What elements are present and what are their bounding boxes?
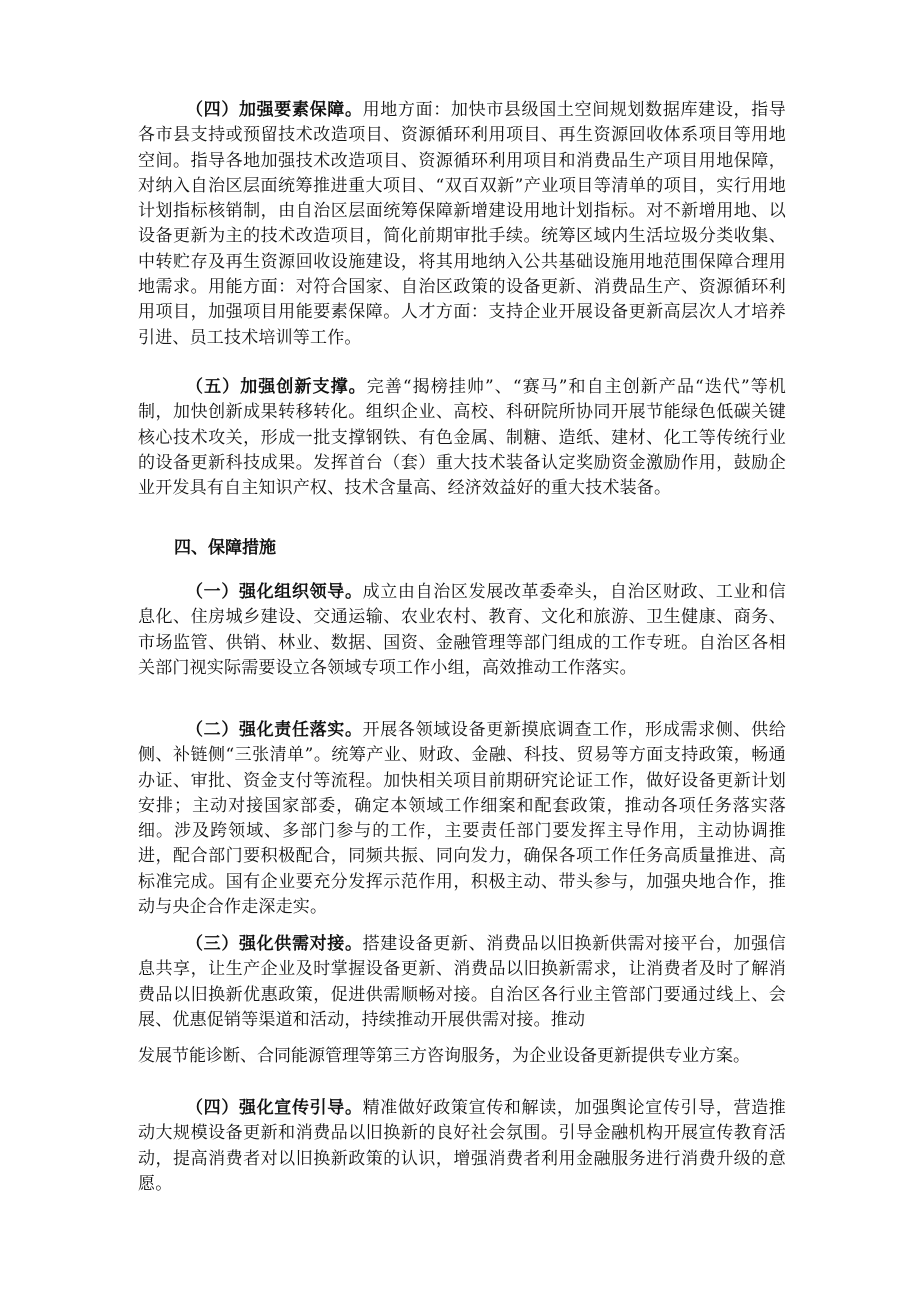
paragraph-lead: （四）加强要素保障。 [186, 100, 363, 120]
paragraph-innovation-support [138, 375, 786, 501]
paragraph-body: 成立由自治区发展改革委牵头，自治区财政、工业和信息化、住房城乡建设、交通运输、农业农村、教育、文化和旅游、卫生健康、商务、市场监管、供销、林业、数据、国资、金融管理等部门组成的工作专班。自治区各相关部门视实际需要设立各领域专项工作小组，高效推动工作落实。 [138, 582, 786, 678]
paragraph-responsibility [138, 718, 786, 920]
paragraph-organization-leadership [138, 580, 786, 681]
paragraph-body: 精准做好政策宣传和解读，加强舆论宣传引导，营造推动大规模设备更新和消费品以旧换新的良好社会氛围。引导金融机构开展宣传教育活动，提高消费者对以旧换新政策的认识，增强消费者利用金融服务进行消费升级的意愿。 [138, 1098, 786, 1194]
paragraph-lead: （二）强化责任落实。 [186, 720, 363, 740]
paragraph-lead: （三）强化供需对接。 [186, 934, 363, 954]
paragraph-lead: （四）强化宣传引导。 [186, 1098, 363, 1118]
paragraph-lead: （五）加强创新支撑。 [186, 377, 367, 397]
paragraph-publicity [138, 1096, 786, 1197]
paragraph-factor-guarantee [138, 98, 786, 351]
paragraph-lead: （一）强化组织领导。 [186, 582, 363, 602]
paragraph-body: 用地方面：加快市县级国土空间规划数据库建设，指导各市县支持或预留技术改造项目、资源循环利用项目、再生资源回收体系项目等用地空间。指导各地加强技术改造项目、资源循环利用项目和消费品生产项目用地保障，对纳入自治区层面统筹推进重大项目、“双百双新”产业项目等清单的项目，实行用地计划指标核销制，由自治区层面统筹保障新增建设用地计划指标。对不新增用地、以设备更新为主的技术改造项目，简化前期审批手续。统筹区域内生活垃圾分类收集、中转贮存及再生资源回收设施建设，将其用地纳入公共基础设施用地范围保障合理用地需求。用能方面：对符合国家、自治区政策的设备更新、消费品生产、资源循环利用项目，加强项目用能要素保障。人才方面：支持企业开展设备更新高层次人才培养引进、员工技术培训等工作。 [138, 100, 786, 348]
paragraph-body: 完善“揭榜挂帅”、“赛马”和自主创新产品“迭代”等机制，加快创新成果转移转化。组织企业、高校、科研院所协同开展节能绿色低碳关键核心技术攻关，形成一批支撑钢铁、有色金属、制糖、造纸、建材、化工等传统行业的设备更新科技成果。发挥首台（套）重大技术装备认定奖励资金激励作用，鼓励企业开发具有自主知识产权、技术含量高、经济效益好的重大技术装备。 [138, 377, 786, 499]
paragraph-body: 搭建设备更新、消费品以旧换新供需对接平台，加强信息共享，让生产企业及时掌握设备更新、消费品以旧换新需求，让消费者及时了解消费品以旧换新优惠政策，促进供需顺畅对接。自治区各行业主管部门要通过线上、会展、优惠促销等渠道和活动，持续推动开展供需对接。推动 [138, 934, 786, 1030]
paragraph-supply-demand [138, 932, 786, 1033]
paragraph-continuation-line: 发展节能诊断、合同能源管理等第三方咨询服务，为企业设备更新提供专业方案。 [138, 1046, 750, 1066]
section-heading: 四、保障措施 [174, 538, 276, 558]
paragraph-body: 开展各领域设备更新摸底调查工作，形成需求侧、供给侧、补链侧“三张清单”。统筹产业、财政、金融、科技、贸易等方面支持政策，畅通办证、审批、资金支付等流程。加快相关项目前期研究论证工作，做好设备更新计划安排；主动对接国家部委，确定本领域工作细案和配套政策，推动各项任务落实落细。涉及跨领域、多部门参与的工作，主要责任部门要发挥主导作用，主动协调推进，配合部门要积极配合，同频共振、同向发力，确保各项工作任务高质量推进、高标准完成。国有企业要充分发挥示范作用，积极主动、带头参与，加强央地合作，推动与央企合作走深走实。 [138, 720, 786, 918]
